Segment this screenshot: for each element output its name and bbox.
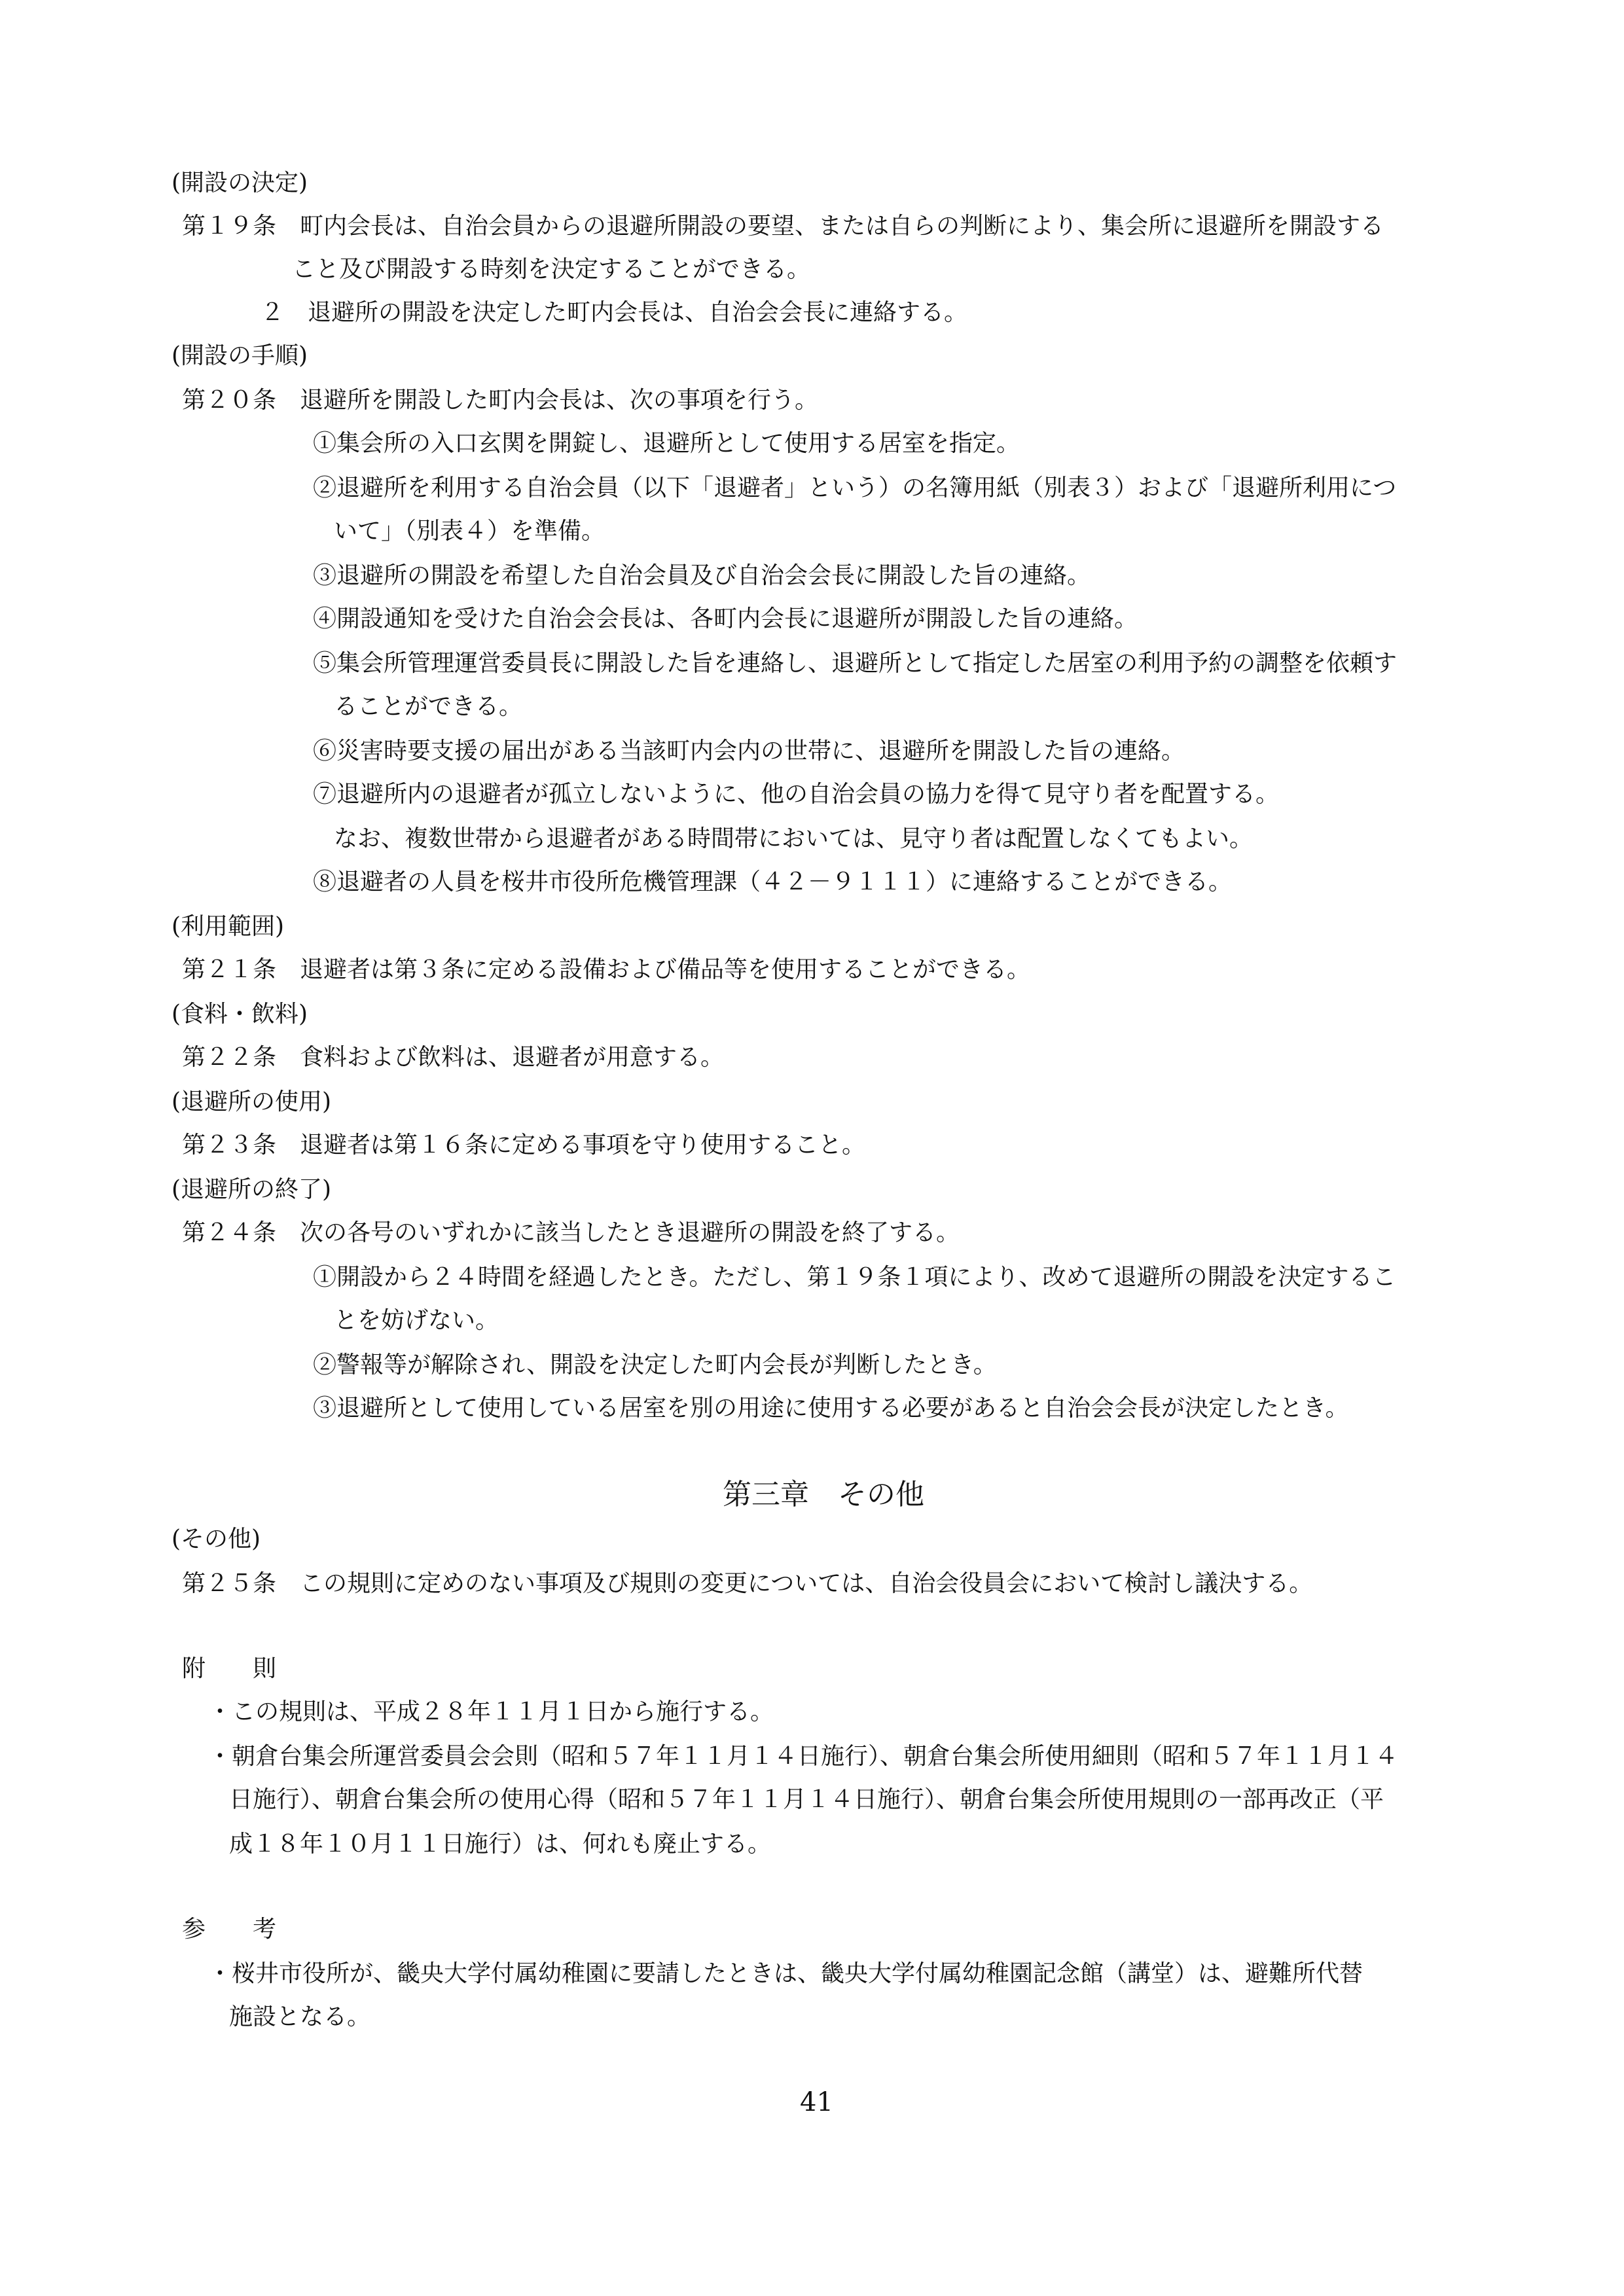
bullet-item: ・朝倉台集会所運営委員会会則（昭和５７年１１月１４日施行）、朝倉台集会所使用細則（昭和５７年１１月１４: [208, 1743, 1399, 1770]
list-item: ③退避所の開設を希望した自治会員及び自治会会長に開設した旨の連絡。: [313, 562, 1091, 589]
list-item: ①開設から２４時間を経過したとき。ただし、第１９条１項により、改めて退避所の開設を決定するこ: [313, 1264, 1396, 1291]
section-heading: (その他): [171, 1526, 261, 1552]
article-22: 第２２条 食料および飲料は、退避者が用意する。: [182, 1044, 725, 1071]
bullet-item: ・この規則は、平成２８年１１月１日から施行する。: [208, 1698, 774, 1725]
section-heading: (開設の手順): [171, 342, 308, 369]
list-item: ③退避所として使用している居室を別の用途に使用する必要があると自治会会長が決定したとき。: [313, 1395, 1349, 1422]
article-19-clause-2: ２ 退避所の開設を決定した町内会長は、自治会会長に連絡する。: [261, 299, 968, 326]
bullet-item-continued: 日施行）、朝倉台集会所の使用心得（昭和５７年１１月１４日施行）、朝倉台集会所使用規則の一部再改正（平: [229, 1786, 1384, 1813]
list-item-continued: ることができる。: [334, 693, 523, 720]
list-item: ⑤集会所管理運営委員長に開設した旨を連絡し、退避所として指定した居室の利用予約の調整を依頼す: [313, 650, 1398, 677]
list-item-continued: いて」（別表４）を準備。: [334, 518, 605, 545]
section-heading: (利用範囲): [171, 913, 285, 940]
list-item: ②警報等が解除され、開設を決定した町内会長が判断したとき。: [313, 1352, 997, 1378]
article-23: 第２３条 退避者は第１６条に定める事項を守り使用すること。: [182, 1132, 866, 1158]
section-heading: (退避所の終了): [171, 1176, 332, 1203]
list-item: ⑦退避所内の退避者が孤立しないように、他の自治会員の協力を得て見守り者を配置する。: [313, 781, 1280, 808]
supplementary-heading: 附 則: [182, 1655, 277, 1682]
bullet-item: ・桜井市役所が、畿央大学付属幼稚園に要請したときは、畿央大学付属幼稚園記念館（講堂）は、避難所代替: [208, 1960, 1363, 1987]
list-item: ②退避所を利用する自治会員（以下「退避者」という）の名簿用紙（別表３）および「退避所利用につ: [313, 475, 1397, 501]
article-24: 第２４条 次の各号のいずれかに該当したとき退避所の開設を終了する。: [182, 1219, 960, 1246]
list-item: ⑥災害時要支援の届出がある当該町内会内の世帯に、退避所を開設した旨の連絡。: [313, 738, 1185, 764]
reference-heading: 参 考: [182, 1916, 277, 1943]
list-item: ④開設通知を受けた自治会会長は、各町内会長に退避所が開設した旨の連絡。: [313, 605, 1138, 632]
bullet-item-continued: 施設となる。: [229, 2003, 371, 2030]
article-19: 第１９条 町内会長は、自治会員からの退避所開設の要望、または自らの判断により、集会所に退避所を開設する: [182, 213, 1384, 240]
list-item: ①集会所の入口玄関を開錠し、退避所として使用する居室を指定。: [313, 430, 1020, 457]
page-number: 41: [800, 2087, 833, 2117]
list-item-continued: とを妨げない。: [334, 1307, 499, 1334]
section-heading: (食料・飲料): [171, 1001, 308, 1028]
list-item: ⑧退避者の人員を桜井市役所危機管理課（４２－９１１１）に連絡することができる。: [313, 869, 1233, 895]
chapter-heading: 第三章 その他: [723, 1478, 924, 1511]
section-heading: (退避所の使用): [171, 1088, 332, 1115]
article-21: 第２１条 退避者は第３条に定める設備および備品等を使用することができる。: [182, 956, 1031, 983]
section-heading: (開設の決定): [171, 170, 308, 196]
article-25: 第２５条 この規則に定めのない事項及び規則の変更については、自治会役員会において検討し議決する。: [182, 1570, 1313, 1597]
bullet-item-continued: 成１８年１０月１１日施行）は、何れも廃止する。: [229, 1831, 772, 1857]
list-item-continued: なお、複数世帯から退避者がある時間帯においては、見守り者は配置しなくてもよい。: [334, 825, 1254, 852]
article-20: 第２０条 退避所を開設した町内会長は、次の事項を行う。: [182, 387, 819, 414]
article-19-continued: こと及び開設する時刻を決定することができる。: [292, 256, 811, 283]
